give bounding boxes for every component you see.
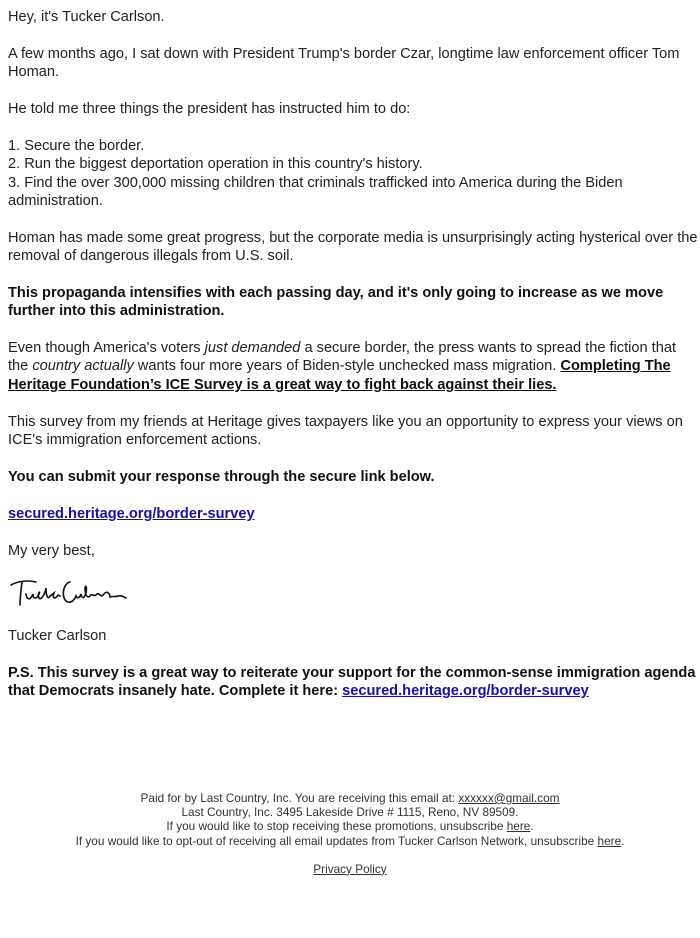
paragraph-intro: A few months ago, I sat down with President Trump's border Czar, longtime law enforcement officer Tom Homan. xyxy=(8,46,680,81)
footer-text: If you would like to stop receiving these promotions, unsubscribe xyxy=(166,819,507,834)
emphasis-text: country actually xyxy=(32,358,134,375)
paragraph-instructions: He told me three things the president has instructed him to do: xyxy=(8,101,411,117)
footer-text: . xyxy=(621,833,625,848)
text-segment: a secure border, the press wants to spread the fiction that the xyxy=(8,340,677,375)
unsubscribe-promotions-link[interactable]: here xyxy=(506,819,531,834)
privacy-policy-line xyxy=(0,862,700,876)
instruction-list xyxy=(8,137,698,210)
footer-text: Paid for by Last Country, Inc. You are receiving this email at: xyxy=(140,791,459,805)
ice-survey-inline-link[interactable]: Completing The Heritage Foundation’s ICE Survey is a great way to fight back against their lies. xyxy=(8,358,671,393)
text-segment: Even though America's voters xyxy=(8,340,205,356)
survey-link[interactable]: secured.heritage.org/border-survey xyxy=(8,506,255,522)
paragraph-progress: Homan has made some great progress, but the corporate media is unsurprisingly acting hysterical over the removal of dangerous illegals from U.S. soil. xyxy=(8,230,698,265)
postscript-text: P.S. This survey is a great way to reiterate your support for the common-sense immigration agenda that Democrats insanely hate. Complete it here: xyxy=(8,665,696,700)
signoff: My very best, xyxy=(8,543,95,559)
footer-line-paid-for xyxy=(0,791,700,805)
footer-line-unsubscribe-all xyxy=(0,834,700,848)
paragraph-propaganda: This propaganda intensifies with each passing day, and it's only going to increase as we move further into this administration. xyxy=(8,285,664,320)
list-item: 2. Run the biggest deportation operation in this country's history. xyxy=(8,156,423,173)
postscript xyxy=(8,664,698,701)
list-item: 1. Secure the border. xyxy=(8,138,145,154)
recipient-email-link[interactable]: xxxxxx@gmail.com xyxy=(458,791,560,805)
signature-image xyxy=(8,572,128,612)
footer xyxy=(0,791,700,876)
signer-name: Tucker Carlson xyxy=(8,628,107,644)
list-item: 3. Find the over 300,000 missing children that criminals trafficked into America during the Biden administration. xyxy=(8,174,623,209)
survey-link-paragraph xyxy=(8,505,698,523)
privacy-policy-link[interactable]: Privacy Policy xyxy=(313,861,387,876)
footer-address: Last Country, Inc. 3495 Lakeside Drive # 1115, Reno, NV 89509. xyxy=(181,805,519,820)
text-segment: wants four more years of Biden-style unchecked mass migration. xyxy=(133,358,561,375)
paragraph-submit: You can submit your response through the secure link below. xyxy=(8,469,435,485)
footer-text: If you would like to opt-out of receiving all email updates from Tucker Carlson Network, unsubscribe xyxy=(75,833,598,848)
unsubscribe-all-link[interactable]: here xyxy=(597,833,622,848)
emphasis-text: just demanded xyxy=(204,340,301,356)
postscript-survey-link[interactable]: secured.heritage.org/border-survey xyxy=(342,683,589,700)
paragraph-survey-info: This survey from my friends at Heritage gives taxpayers like you an opportunity to express your views on ICE's immigration enforcement actions. xyxy=(8,414,683,449)
footer-line-unsubscribe-promotions xyxy=(0,819,700,833)
footer-text: . xyxy=(530,819,534,834)
greeting: Hey, it's Tucker Carlson. xyxy=(8,9,165,25)
paragraph-voters xyxy=(8,339,698,394)
